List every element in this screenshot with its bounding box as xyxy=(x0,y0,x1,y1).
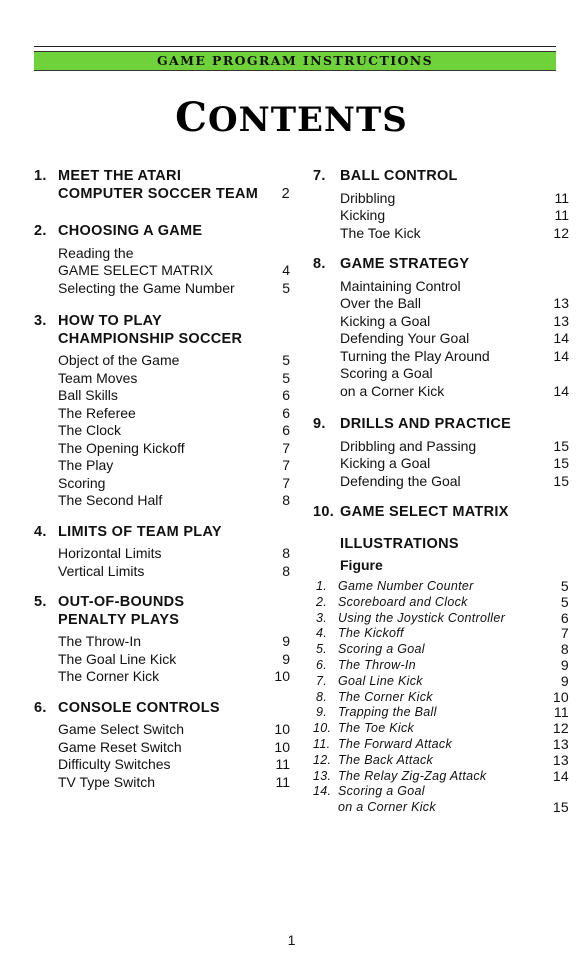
section-title xyxy=(34,168,290,203)
toc-entry-line: on a Corner Kick xyxy=(340,382,445,399)
toc-entry-page: 11 xyxy=(275,773,290,790)
toc-section xyxy=(34,594,290,686)
toc-entry-page: 14 xyxy=(553,382,569,399)
toc-entry xyxy=(34,774,290,792)
toc-entry-page: 11 xyxy=(554,189,569,206)
toc-entry-line: Kicking a Goal xyxy=(340,455,431,471)
toc-section xyxy=(313,504,569,526)
illustrations-title: ILLUSTRATIONS xyxy=(340,535,459,552)
figure-title-line: The Kickoff xyxy=(338,626,404,641)
figure-title-line: The Corner Kick xyxy=(338,689,433,704)
figure-entry xyxy=(313,753,569,769)
figure-entry xyxy=(313,611,569,627)
toc-entry-page: 7 xyxy=(282,439,290,456)
toc-entry-line: The Clock xyxy=(58,422,122,438)
section-number: 8. xyxy=(313,256,326,272)
figure-number: 1. xyxy=(315,579,327,593)
section-title-line: MEET THE ATARI xyxy=(58,168,182,184)
section-heading xyxy=(313,504,569,522)
section-heading xyxy=(34,168,290,203)
toc-entry-line: The Opening Kickoff xyxy=(58,439,185,456)
toc-entry xyxy=(34,405,290,423)
toc-entry-line: Kicking a Goal xyxy=(340,312,431,329)
title-rest: ONTENTS xyxy=(208,100,408,140)
toc-entry-line: Scoring xyxy=(58,474,106,491)
toc-entry-page: 13 xyxy=(553,312,569,329)
toc-entry xyxy=(34,563,290,581)
section-number: 1. xyxy=(34,168,47,184)
toc-entry-page: 8 xyxy=(282,545,290,561)
header-banner: GAME PROGRAM INSTRUCTIONS xyxy=(34,51,556,71)
figure-entry xyxy=(313,737,569,753)
toc-entry-line: Horizontal Limits xyxy=(58,545,162,561)
section-gap xyxy=(313,522,569,526)
toc-section xyxy=(34,223,290,297)
figure-number: 9. xyxy=(315,705,327,720)
toc-entry-line: GAME SELECT MATRIX xyxy=(58,262,214,278)
top-rule xyxy=(34,46,556,47)
toc-section xyxy=(313,168,569,242)
toc-entry-line: Ball Skills xyxy=(58,387,118,403)
toc-entry xyxy=(313,438,569,456)
right-column xyxy=(313,168,569,816)
toc-section xyxy=(34,313,290,510)
toc-entry-line: Scoring a Goal xyxy=(340,365,433,381)
toc-entry-page: 9 xyxy=(282,633,290,649)
toc-entry-line: Vertical Limits xyxy=(58,562,145,579)
toc-entry-page: 15 xyxy=(553,455,569,471)
figure-page: 13 xyxy=(552,751,569,768)
section-number: 4. xyxy=(34,523,47,540)
figure-entry xyxy=(313,674,569,690)
section-number: 5. xyxy=(34,594,47,610)
section-title-line: GAME STRATEGY xyxy=(340,256,470,272)
toc-entry-line: Maintaining Control xyxy=(340,277,461,294)
figure-title-line: Scoring a Goal xyxy=(338,642,425,657)
section-title xyxy=(34,700,290,718)
toc-entry xyxy=(313,207,569,225)
figure-title-line: Goal Line Kick xyxy=(338,673,423,688)
toc-entry-page: 7 xyxy=(282,474,290,491)
figure-number: 7. xyxy=(315,673,327,688)
toc-entry xyxy=(34,668,290,686)
figure-number: 5. xyxy=(315,642,327,657)
toc-entry-line: Difficulty Switches xyxy=(58,756,171,772)
toc-entry xyxy=(313,278,569,313)
left-column xyxy=(34,168,290,791)
figure-number: 11. xyxy=(313,736,331,751)
section-title xyxy=(34,524,290,542)
figure-number: 8. xyxy=(315,689,327,704)
section-title xyxy=(34,223,290,241)
toc-entry xyxy=(34,739,290,757)
section-heading xyxy=(34,313,290,348)
figure-entry xyxy=(313,642,569,658)
figure-entry xyxy=(313,721,569,737)
figure-number: 6. xyxy=(315,657,327,672)
toc-entry-page: 9 xyxy=(282,650,290,667)
toc-entry-line: Game Reset Switch xyxy=(58,738,182,755)
toc-entry-line: TV Type Switch xyxy=(58,773,156,790)
toc-entry-line: Team Moves xyxy=(58,369,138,386)
section-heading xyxy=(313,168,569,186)
toc-entry-page: 13 xyxy=(553,295,569,311)
toc-entry-line: Turning the Play Around xyxy=(340,347,490,364)
figure-page: 10 xyxy=(552,688,569,705)
toc-entry-line: The Referee xyxy=(58,404,136,421)
figure-title-line: Trapping the Ball xyxy=(338,705,437,720)
figure-page: 15 xyxy=(552,799,569,816)
figure-label: Figure xyxy=(340,557,383,573)
figure-number: 2. xyxy=(315,594,327,609)
figure-entry xyxy=(313,705,569,721)
figure-number: 4. xyxy=(315,626,327,641)
toc-entry-page: 8 xyxy=(282,492,290,508)
toc-entry-line: Selecting the Game Number xyxy=(58,279,235,296)
figure-page: 6 xyxy=(560,609,569,626)
figure-number: 13. xyxy=(313,768,332,783)
section-heading xyxy=(313,416,569,434)
toc-entry-page: 5 xyxy=(282,352,290,368)
toc-entry xyxy=(34,387,290,405)
section-title-line: DRILLS AND PRACTICE xyxy=(340,416,512,432)
toc-section xyxy=(34,700,290,792)
section-title xyxy=(313,168,569,186)
figure-title-line: The Relay Zig-Zag Attack xyxy=(338,768,487,783)
toc-entry-page: 15 xyxy=(553,437,569,454)
toc-entry-page: 10 xyxy=(274,721,290,737)
toc-entry xyxy=(313,365,569,400)
section-title-line: GAME SELECT MATRIX xyxy=(340,504,509,520)
section-title xyxy=(313,416,569,434)
toc-entry-line: Dribbling and Passing xyxy=(340,437,477,454)
section-gap xyxy=(34,203,290,207)
toc-entry-page: 11 xyxy=(275,756,290,772)
section-title-line: OUT-OF-BOUNDS xyxy=(58,594,185,610)
toc-entry-page: 12 xyxy=(553,224,569,241)
figure-title-line: Using the Joystick Controller xyxy=(338,610,506,625)
toc-entry-line: Kicking xyxy=(340,207,386,223)
toc-entry-page: 8 xyxy=(282,562,290,579)
section-heading xyxy=(34,594,290,629)
toc-entry xyxy=(34,245,290,280)
toc-section xyxy=(34,168,290,207)
toc-entry-page: 6 xyxy=(282,387,290,403)
figure-page: 9 xyxy=(560,656,569,673)
toc-entry-line: Over the Ball xyxy=(340,295,421,311)
section-title-line: LIMITS OF TEAM PLAY xyxy=(58,523,222,540)
toc-entry xyxy=(34,475,290,493)
page-title xyxy=(0,94,583,141)
section-title-line: PENALTY PLAYS xyxy=(58,611,180,628)
figure-entry xyxy=(313,579,569,595)
toc-section xyxy=(313,256,569,400)
toc-entry xyxy=(34,440,290,458)
section-page: 2 xyxy=(281,185,290,202)
toc-entry-page: 14 xyxy=(553,330,569,346)
toc-entry-page: 5 xyxy=(282,279,290,296)
toc-entry-page: 14 xyxy=(553,347,569,364)
toc-entry xyxy=(34,457,290,475)
figure-title-line: Game Number Counter xyxy=(338,579,474,593)
section-heading xyxy=(34,524,290,542)
toc-entry xyxy=(34,633,290,651)
figure-entry xyxy=(313,769,569,785)
toc-entry xyxy=(34,545,290,563)
section-heading xyxy=(34,700,290,718)
toc-entry-line: The Goal Line Kick xyxy=(58,650,177,667)
toc-entry xyxy=(34,756,290,774)
figure-number: 3. xyxy=(315,610,327,625)
section-number: 10. xyxy=(313,504,335,520)
toc-entry xyxy=(313,313,569,331)
toc-entry xyxy=(34,352,290,370)
figure-entry xyxy=(313,626,569,642)
figure-number: 14. xyxy=(313,784,332,799)
figure-title-line: The Toe Kick xyxy=(338,721,415,736)
figure-entry xyxy=(313,690,569,706)
section-title-line: COMPUTER SOCCER TEAM xyxy=(58,185,259,202)
figure-page: 13 xyxy=(552,735,569,752)
toc-entry xyxy=(313,473,569,491)
section-title xyxy=(313,504,569,522)
toc-entry xyxy=(313,455,569,473)
figure-number: 10. xyxy=(313,721,332,736)
section-number: 9. xyxy=(313,416,326,432)
figure-title-line: The Forward Attack xyxy=(338,736,452,751)
toc-entry-page: 6 xyxy=(282,404,290,421)
section-heading xyxy=(313,256,569,274)
figure-entry xyxy=(313,784,569,816)
toc-entry-page: 4 xyxy=(282,262,290,278)
toc-entry xyxy=(34,492,290,510)
toc-entry xyxy=(313,330,569,348)
figure-title-line: The Throw-In xyxy=(338,657,416,672)
figure-title-line: The Back Attack xyxy=(338,752,434,767)
section-title-line: CHAMPIONSHIP SOCCER xyxy=(58,330,243,347)
toc-entry xyxy=(313,190,569,208)
toc-entry-line: The Toe Kick xyxy=(340,224,421,241)
toc-entry-line: Reading the xyxy=(58,244,134,261)
section-title xyxy=(313,256,569,274)
toc-entry-page: 7 xyxy=(282,457,290,473)
toc-entry-page: 11 xyxy=(554,207,569,223)
section-title-line: CHOOSING A GAME xyxy=(58,223,203,239)
section-number: 6. xyxy=(34,699,47,716)
toc-entry-line: The Second Half xyxy=(58,492,163,508)
section-title-line: CONSOLE CONTROLS xyxy=(58,699,220,716)
toc-entry xyxy=(34,280,290,298)
toc-entry-line: Defending Your Goal xyxy=(340,330,470,346)
figure-page: 7 xyxy=(560,625,569,642)
illustrations-heading xyxy=(313,536,569,554)
figure-title-line: on a Corner Kick xyxy=(338,800,436,815)
figure-title-line: Scoreboard and Clock xyxy=(338,594,468,609)
toc-entry-line: Object of the Game xyxy=(58,352,180,368)
toc-entry-page: 10 xyxy=(274,738,290,755)
toc-entry xyxy=(313,348,569,366)
toc-entry xyxy=(34,721,290,739)
toc-section xyxy=(34,524,290,581)
toc-entry-line: The Play xyxy=(58,457,114,473)
section-title xyxy=(34,594,290,629)
toc-entry-line: Dribbling xyxy=(340,189,396,206)
toc-entry-line: Defending the Goal xyxy=(340,472,461,489)
figure-title-line: Scoring a Goal xyxy=(338,784,425,799)
figure-page: 9 xyxy=(560,672,569,689)
toc-entry-line: Game Select Switch xyxy=(58,721,185,737)
figure-number: 12. xyxy=(313,752,332,767)
toc-entry-page: 10 xyxy=(274,668,290,684)
section-title-line: BALL CONTROL xyxy=(340,168,458,184)
toc-entry xyxy=(34,370,290,388)
figure-page: 8 xyxy=(560,641,569,658)
toc-entry-page: 15 xyxy=(553,472,569,489)
toc-entry-line: The Corner Kick xyxy=(58,668,160,684)
page-number: 1 xyxy=(287,932,296,948)
section-number: 3. xyxy=(34,313,47,329)
figure-entry xyxy=(313,595,569,611)
section-heading xyxy=(34,223,290,241)
toc-entry xyxy=(34,651,290,669)
section-number: 2. xyxy=(34,223,47,239)
toc-entry xyxy=(313,225,569,243)
toc-entry xyxy=(34,422,290,440)
figure-page: 11 xyxy=(553,704,569,721)
title-initial: C xyxy=(175,94,208,141)
section-title xyxy=(34,313,290,348)
toc-section xyxy=(313,416,569,490)
toc-entry-line: The Throw-In xyxy=(58,633,141,649)
figure-page: 12 xyxy=(552,720,569,737)
section-title-line: HOW TO PLAY xyxy=(58,313,163,329)
toc-entry-page: 5 xyxy=(282,369,290,386)
toc-entry-page: 6 xyxy=(282,422,290,438)
figure-entry xyxy=(313,658,569,674)
figure-page: 5 xyxy=(560,593,569,610)
figure-page: 5 xyxy=(560,578,569,594)
section-number: 7. xyxy=(313,168,326,184)
figure-page: 14 xyxy=(552,767,569,784)
